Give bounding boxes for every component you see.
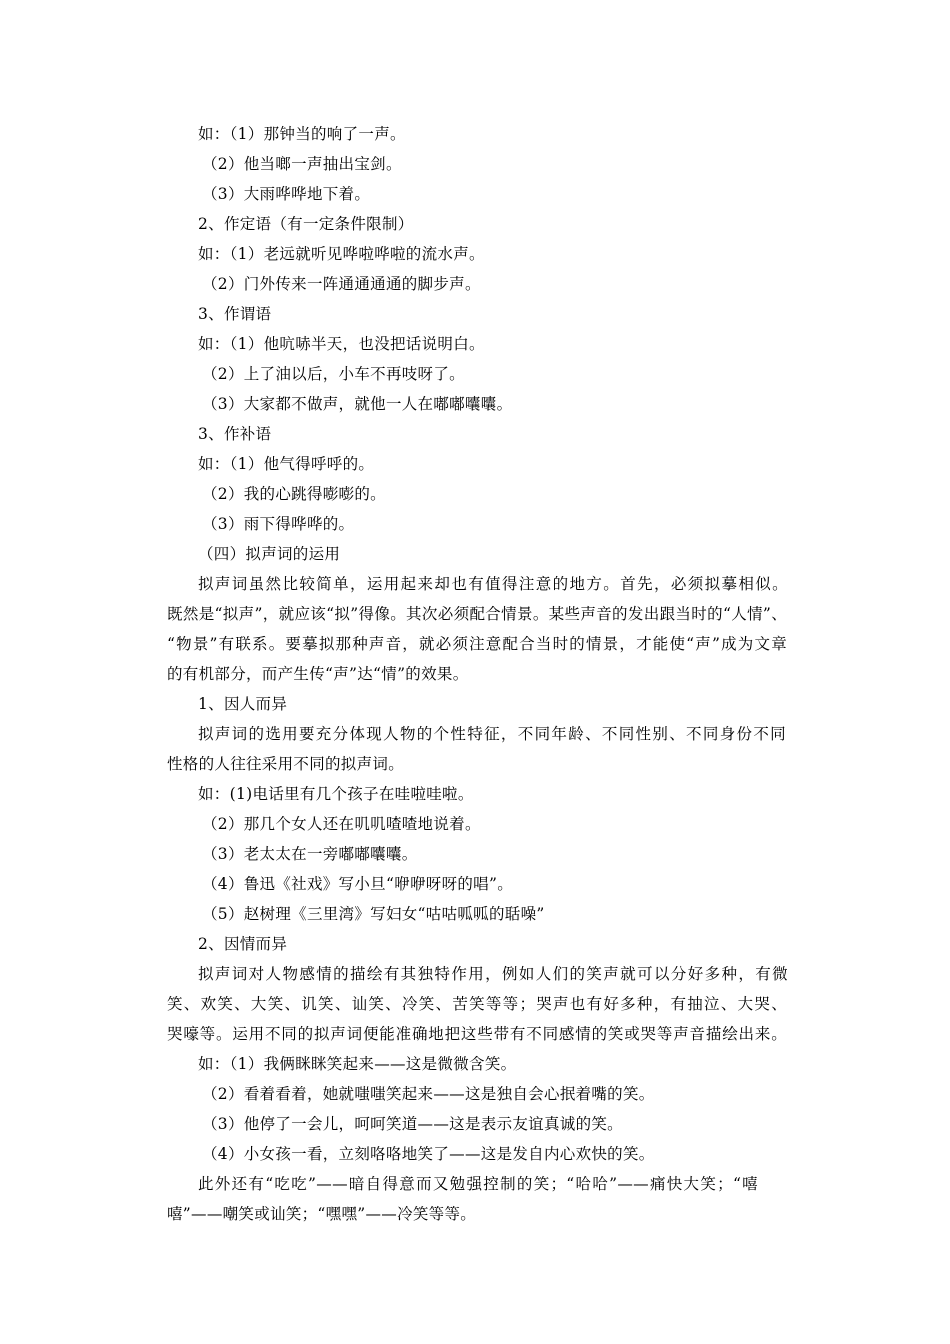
example-line: （3）大雨哗哗地下着。: [202, 185, 371, 203]
paragraph-line: 既然是“拟声”，就应该“拟”得像。其次必须配合情景。某些声音的发出跟当时的“人情”、: [167, 605, 787, 623]
paragraph-line: 笑、欢笑、大笑、讥笑、讪笑、冷笑、苦笑等等；哭声也有好多种，有抽泣、大哭、: [167, 995, 787, 1013]
example-line: （3）他停了一会儿，呵呵笑道——这是表示友谊真诚的笑。: [202, 1115, 623, 1133]
example-line: 如：（1）他气得呼呼的。: [198, 455, 375, 473]
paragraph-line: 此外还有“吃吃”——暗自得意而又勉强控制的笑；“哈哈”——痛快大笑；“嘻: [198, 1175, 758, 1193]
paragraph-line: 拟声词对人物感情的描绘有其独特作用，例如人们的笑声就可以分好多种，有微: [198, 965, 788, 983]
section-heading: 3、作谓语: [198, 305, 272, 323]
paragraph-line: 嘻”——嘲笑或讪笑；“嘿嘿”——冷笑等等。: [167, 1205, 477, 1223]
example-line: （3）雨下得哗哗的。: [202, 515, 355, 533]
section-heading: 2、作定语（有一定条件限制）: [198, 215, 414, 233]
example-line: 如：(1)电话里有几个孩子在哇啦哇啦。: [198, 785, 474, 803]
example-line: （4）鲁迅《社戏》写小旦“咿咿呀呀的唱”。: [202, 875, 514, 893]
paragraph-line: 哭嚎等。运用不同的拟声词便能准确地把这些带有不同感情的笑或哭等声音描绘出来。: [167, 1025, 787, 1043]
paragraph-line: 的有机部分，而产生传“声”达“情”的效果。: [167, 665, 469, 683]
example-line: （2）上了油以后，小车不再吱呀了。: [202, 365, 465, 383]
example-line: 如：（1）他吭哧半天，也没把话说明白。: [198, 335, 485, 353]
section-heading: 2、因情而异: [198, 935, 288, 953]
example-line: （2）那几个女人还在叽叽喳喳地说着。: [202, 815, 481, 833]
example-line: （2）他当啷一声抽出宝剑。: [202, 155, 402, 173]
example-line: 如：（1）那钟当的响了一声。: [198, 125, 406, 143]
example-line: （5）赵树理《三里湾》写妇女“咕咕呱呱的聒噪”: [202, 905, 545, 923]
example-line: 如：（1）我俩眯眯笑起来——这是微微含笑。: [198, 1055, 517, 1073]
example-line: 如：（1）老远就听见哗啦哗啦的流水声。: [198, 245, 485, 263]
paragraph-line: “物景”有联系。要摹拟那种声音，就必须注意配合当时的情景，才能使“声”成为文章: [167, 635, 787, 653]
section-heading: 1、因人而异: [198, 695, 288, 713]
section-heading: 3、作补语: [198, 425, 272, 443]
example-line: （2）我的心跳得嘭嘭的。: [202, 485, 386, 503]
section-heading: （四）拟声词的运用: [198, 545, 341, 563]
example-line: （2）门外传来一阵通通通通的脚步声。: [202, 275, 481, 293]
example-line: （4）小女孩一看，立刻咯咯地笑了——这是发自内心欢快的笑。: [202, 1145, 655, 1163]
example-line: （2）看着看着，她就嗤嗤笑起来——这是独自会心抿着嘴的笑。: [202, 1085, 655, 1103]
paragraph-line: 拟声词虽然比较简单，运用起来却也有值得注意的地方。首先，必须拟摹相似。: [198, 575, 788, 593]
paragraph-line: 性格的人往往采用不同的拟声词。: [167, 755, 405, 773]
example-line: （3）老太太在一旁嘟嘟囔囔。: [202, 845, 418, 863]
paragraph-line: 拟声词的选用要充分体现人物的个性特征，不同年龄、不同性别、不同身份不同: [198, 725, 786, 743]
example-line: （3）大家都不做声，就他一人在嘟嘟囔囔。: [202, 395, 513, 413]
